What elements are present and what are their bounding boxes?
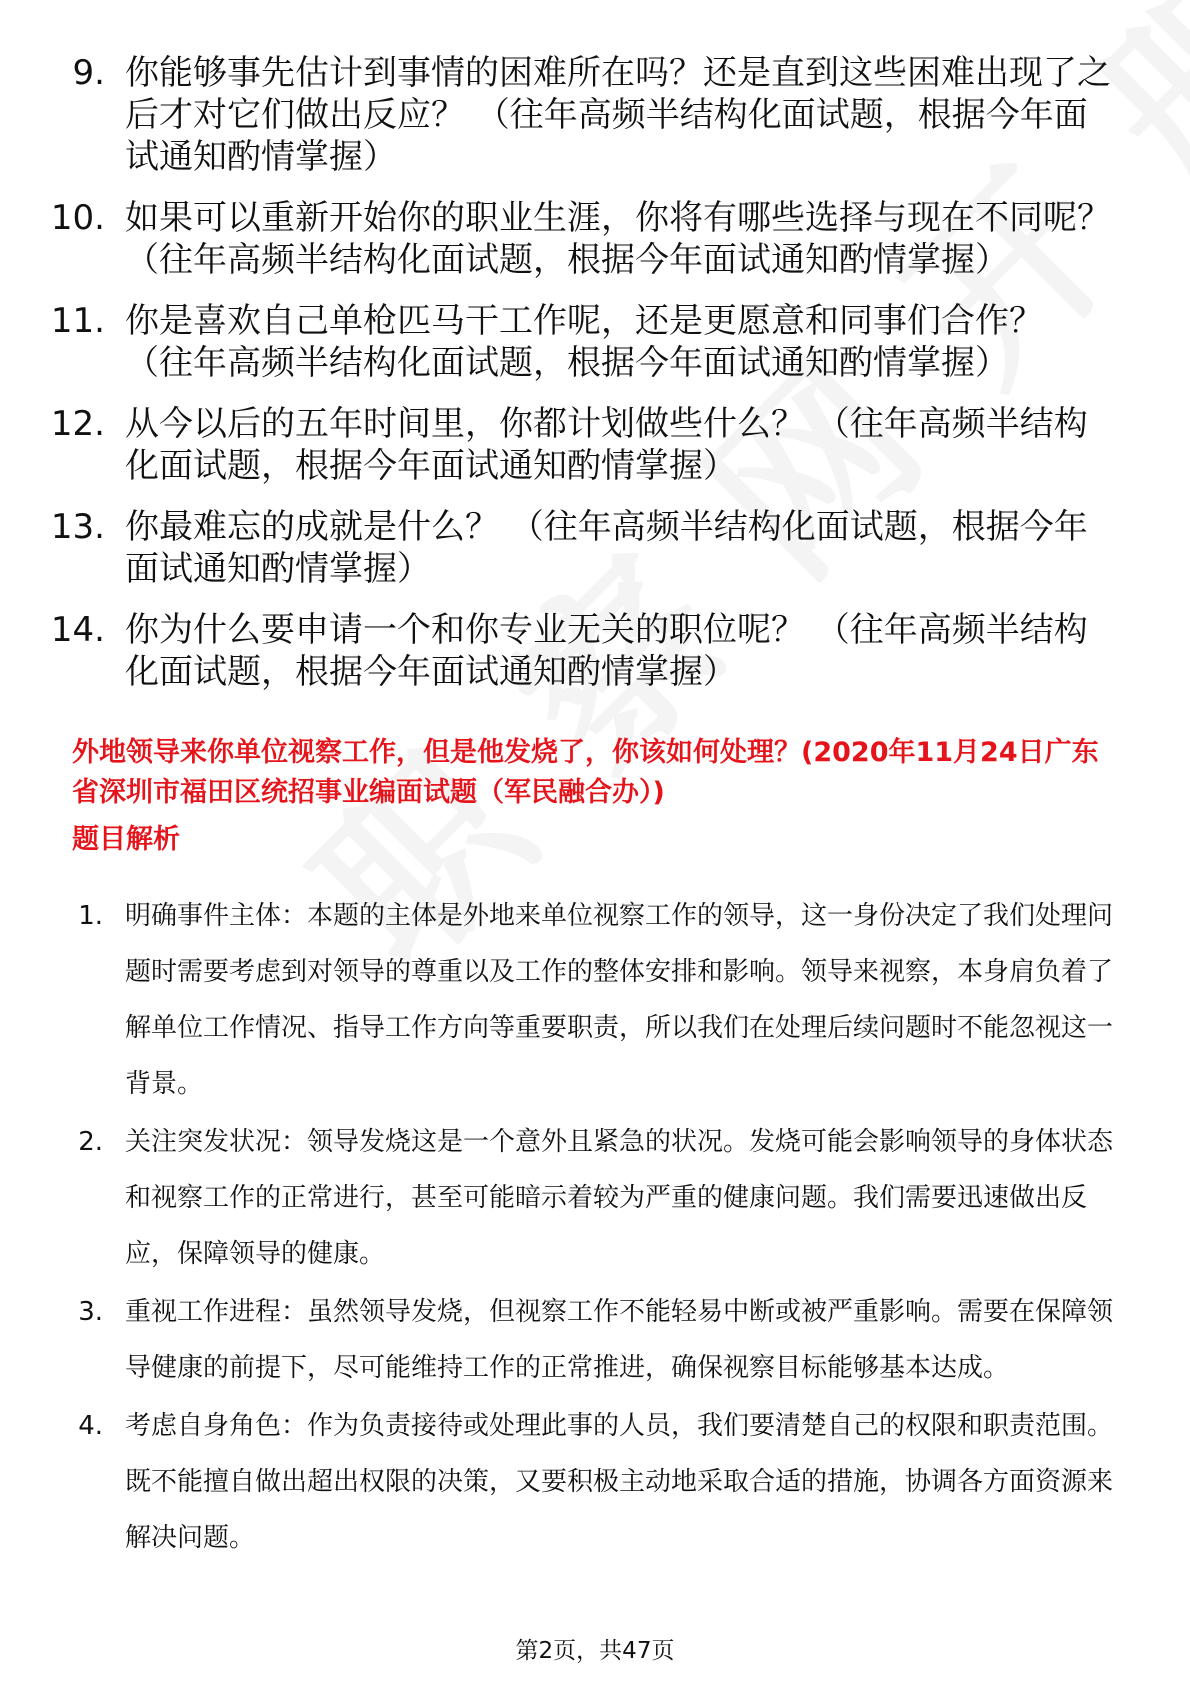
question-number: 13.: [50, 507, 105, 547]
question-number: 14.: [50, 610, 105, 650]
question-item: [0, 506, 1190, 590]
analysis-number: 1.: [78, 901, 103, 931]
question-item: [0, 197, 1190, 281]
question-text: 你为什么要申请一个和你专业无关的职位呢？ （往年高频半结构化面试题，根据今年面试通知酌情掌握）: [125, 610, 1088, 692]
analysis-text: 明确事件主体：本题的主体是外地来单位视察工作的领导，这一身份决定了我们处理问题时需要考虑到对领导的尊重以及工作的整体安排和影响。领导来视察，本身肩负着了解单位工作情况、指导工作方向等重要职责，所以我们在处理后续问题时不能忽视这一背景。: [125, 901, 1114, 1099]
analysis-item: [0, 1284, 1190, 1396]
page-footer: 第2页，共47页: [515, 1638, 675, 1664]
analysis-text: 考虑自身角色：作为负责接待或处理此事的人员，我们要清楚自己的权限和职责范围。既不能擅自做出超出权限的决策，又要积极主动地采取合适的措施，协调各方面资源来解决问题。: [125, 1411, 1114, 1553]
question-text: 你最难忘的成就是什么？ （往年高频半结构化面试题，根据今年面试通知酌情掌握）: [125, 507, 1088, 589]
analysis-item: [0, 1114, 1190, 1282]
analysis-item: [0, 1398, 1190, 1566]
analysis-number: 4.: [78, 1411, 103, 1441]
question-item: [0, 403, 1190, 487]
analysis-text: 重视工作进程：虽然领导发烧，但视察工作不能轻易中断或被严重影响。需要在保障领导健康的前提下，尽可能维持工作的正常推进，确保视察目标能够基本达成。: [125, 1297, 1114, 1383]
question-item: [0, 609, 1190, 693]
question-text: 如果可以重新开始你的职业生涯，你将有哪些选择与现在不同呢？ （往年高频半结构化面试题，根据今年面试通知酌情掌握）: [125, 198, 1111, 280]
question-number: 10.: [50, 198, 105, 238]
analysis-number: 3.: [78, 1297, 103, 1327]
analysis-number: 2.: [78, 1127, 103, 1157]
question-item: [0, 52, 1190, 178]
question-item: [0, 300, 1190, 384]
question-text: 从今以后的五年时间里，你都计划做些什么？ （往年高频半结构化面试题，根据今年面试通知酌情掌握）: [125, 404, 1088, 486]
question-number: 12.: [50, 404, 105, 444]
question-text: 你能够事先估计到事情的困难所在吗？还是直到这些困难出现了之后才对它们做出反应？ （往年高频半结构化面试题，根据今年面试通知酌情掌握）: [125, 53, 1111, 177]
analysis-label: 题目解析: [72, 824, 180, 855]
question-list: [0, 52, 1190, 712]
question-number: 9.: [72, 53, 105, 93]
analysis-list: [0, 888, 1190, 1568]
section-heading: 外地领导来你单位视察工作，但是他发烧了，你该如何处理？(2020年11月24日广东省深圳市福田区统招事业编面试题（军民融合办）): [72, 737, 1099, 808]
question-number: 11.: [50, 301, 105, 341]
analysis-text: 关注突发状况：领导发烧这是一个意外且紧急的状况。发烧可能会影响领导的身体状态和视察工作的正常进行，甚至可能暗示着较为严重的健康问题。我们需要迅速做出反应，保障领导的健康。: [125, 1127, 1114, 1269]
analysis-item: [0, 888, 1190, 1112]
question-text: 你是喜欢自己单枪匹马干工作呢，还是更愿意和同事们合作？ （往年高频半结构化面试题，根据今年面试通知酌情掌握）: [125, 301, 1043, 383]
